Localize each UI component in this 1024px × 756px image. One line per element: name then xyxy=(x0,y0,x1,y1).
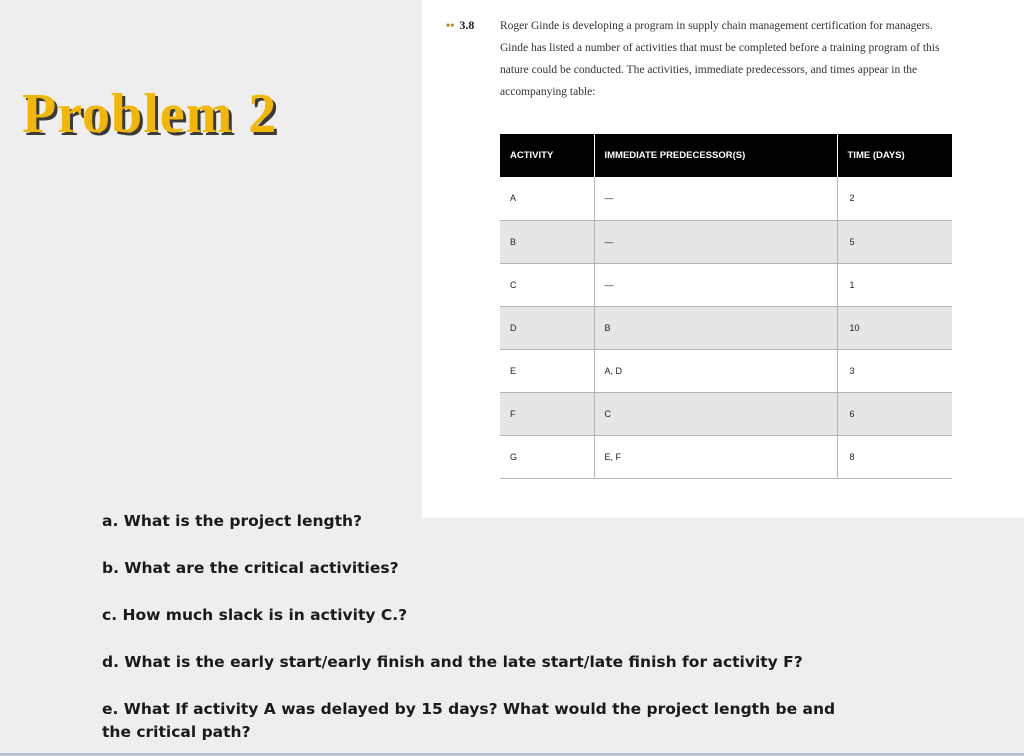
problem-statement: Roger Ginde is developing a program in supply chain management certification for managers. Ginde has listed a number of activities that must be completed before a training program of this nature could be conducted. The activities, immediate predecessors, and times appear in the accompanying table: xyxy=(500,20,940,98)
table-row xyxy=(500,306,952,349)
cell-predecessors: A, D xyxy=(594,349,837,392)
cell-predecessors: — xyxy=(594,220,837,263)
question-e: e. What If activity A was delayed by 15 days? What would the project length be and the critical path? xyxy=(102,700,836,741)
cell-predecessors: — xyxy=(594,263,837,306)
table-row xyxy=(500,263,952,306)
activity-table xyxy=(500,134,952,479)
cell-predecessors: B xyxy=(594,306,837,349)
cell-activity: B xyxy=(500,220,594,263)
cell-time: 10 xyxy=(837,306,952,349)
cell-predecessors: C xyxy=(594,392,837,435)
textbook-excerpt xyxy=(422,0,1024,518)
cell-activity: A xyxy=(500,177,594,220)
table-row xyxy=(500,435,952,478)
question-a: a. What is the project length? xyxy=(102,512,363,530)
table-header-row xyxy=(500,134,952,177)
question-d: d. What is the early start/early finish and the late start/late finish for activity F? xyxy=(102,653,803,671)
question-c: c. How much slack is in activity C.? xyxy=(102,606,408,624)
cell-time: 1 xyxy=(837,263,952,306)
cell-time: 3 xyxy=(837,349,952,392)
cell-time: 8 xyxy=(837,435,952,478)
question-list xyxy=(102,510,862,744)
slide-title: Problem 2 xyxy=(22,83,278,145)
cell-activity: D xyxy=(500,306,594,349)
cell-time: 6 xyxy=(837,392,952,435)
problem-number xyxy=(446,18,474,33)
table-row xyxy=(500,220,952,263)
column-header-time: TIME (DAYS) xyxy=(837,134,952,177)
table-row xyxy=(500,177,952,220)
cell-activity: G xyxy=(500,435,594,478)
problem-number-label: 3.8 xyxy=(459,18,475,32)
cell-activity: F xyxy=(500,392,594,435)
difficulty-dots: •• xyxy=(446,18,455,32)
cell-time: 2 xyxy=(837,177,952,220)
table-row xyxy=(500,349,952,392)
column-header-activity: ACTIVITY xyxy=(500,134,594,177)
cell-time: 5 xyxy=(837,220,952,263)
cell-predecessors: E, F xyxy=(594,435,837,478)
cell-predecessors: — xyxy=(594,177,837,220)
question-b: b. What are the critical activities? xyxy=(102,559,399,577)
table-row xyxy=(500,392,952,435)
cell-activity: E xyxy=(500,349,594,392)
column-header-predecessors: IMMEDIATE PREDECESSOR(S) xyxy=(594,134,837,177)
cell-activity: C xyxy=(500,263,594,306)
